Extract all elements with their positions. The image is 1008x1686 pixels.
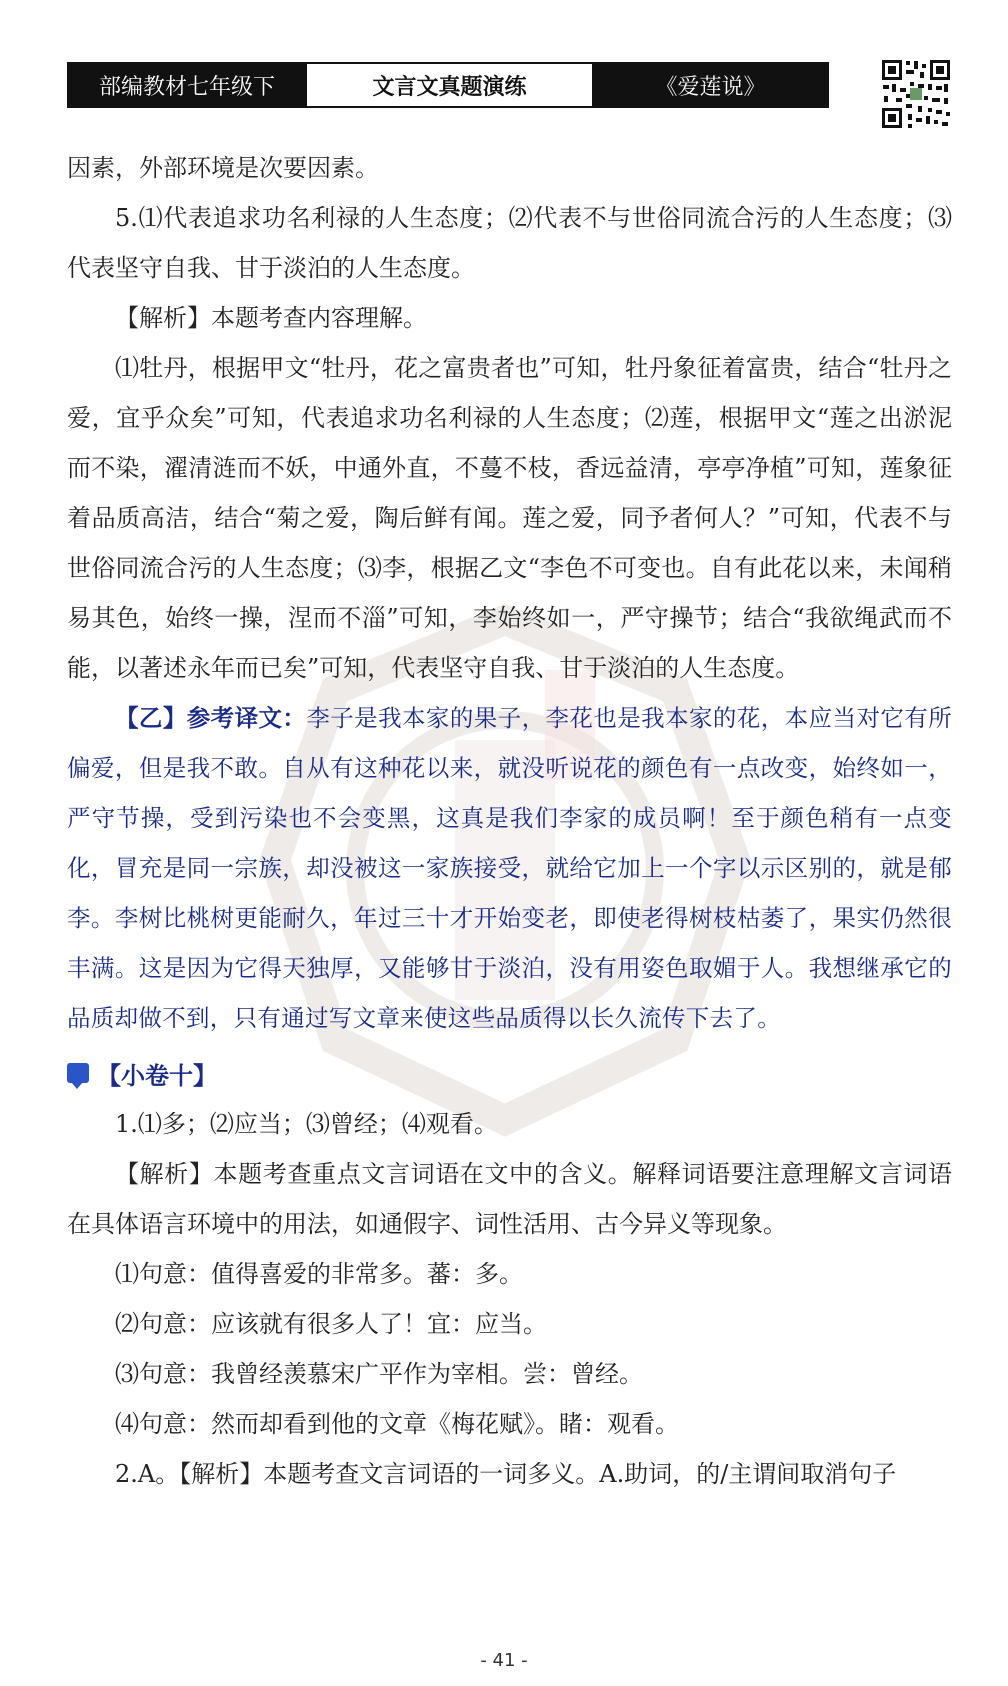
- sentence-2: ⑵句意：应该就有很多人了！宜：应当。: [115, 1310, 547, 1338]
- analysis-text: 本题考查重点文言词语在文中的含义。解释词语要注意理解文言词语在具体语言环境中的用法，如通假字、词性活用、古今异义等现象。: [67, 1160, 952, 1238]
- page-number: - 41 -: [480, 1650, 528, 1671]
- analysis-label: 【解析】: [115, 1160, 214, 1188]
- analysis-5: [67, 293, 952, 343]
- analysis-5-detail: ⑴牡丹，根据甲文“牡丹，花之富贵者也”可知，牡丹象征着富贵，结合“牡丹之爱，宜乎众矣”可知，代表追求功名利禄的人生态度；⑵莲，根据甲文“莲之出淤泥而不染，濯清涟而不妖，中通外直，不蔓不枝，香远益清，亭亭净植”可知，莲象征着品质高洁，结合“菊之爱，陶后鲜有闻。莲之爱，同予者何人？”可知，代表不与世俗同流合污的人生态度；⑶李，根据乙文“李色不可变也。自有此花以来，未闻稍易其色，始终一操，涅而不淄”可知，李始终如一，严守操节；结合“我欲绳武而不能，以著述永年而已矣”可知，代表坚守自我、甘于淡泊的人生态度。: [67, 354, 952, 682]
- qr-code-icon: [880, 58, 952, 130]
- analysis-text: 本题考查文言词语的一词多义。A.助词，的/主谓间取消句子: [263, 1460, 897, 1488]
- header-section: 文言文真题演练: [305, 64, 594, 106]
- answer-1: 1.⑴多；⑵应当；⑶曾经；⑷观看。: [115, 1110, 498, 1138]
- header-lesson: 《爱莲说》: [594, 64, 827, 106]
- analysis-label: 【解析】: [179, 1460, 264, 1488]
- analysis-label: 【解析】: [115, 304, 211, 332]
- answer-2: [67, 1449, 952, 1499]
- paragraph-continuation: 因素，外部环境是次要因素。: [67, 154, 379, 182]
- translation-text: 李子是我本家的果子，李花也是我本家的花，本应当对它有所偏爱，但是我不敢。自从有这种花以来，就没听说花的颜色有一点改变，始终如一，严守节操，受到污染也不会变黑，这真是我们李家的成员啊！至于颜色稍有一点变化，冒充是同一宗族，却没被这一家族接受，就给它加上一个字以示区别的，就是郁李。李树比桃树更能耐久，年过三十才开始变老，即使老得树枝枯萎了，果实仍然很丰满。这是因为它得天独厚，又能够甘于淡泊，没有用姿色取媚于人。我想继承它的品质却做不到，只有通过写文章来使这些品质得以长久流传下去了。: [67, 704, 952, 1032]
- sentence-3: ⑶句意：我曾经羡慕宋广平作为宰相。尝：曾经。: [115, 1360, 643, 1388]
- translation-paragraph: [67, 693, 952, 1043]
- analysis-text: 本题考查内容理解。: [211, 304, 427, 332]
- answer-content: [67, 143, 952, 1499]
- header-textbook: 部编教材七年级下: [69, 64, 305, 106]
- sentence-4: ⑷句意：然而却看到他的文章《梅花赋》。睹：观看。: [115, 1410, 679, 1438]
- analysis-1: [67, 1149, 952, 1249]
- answer-5: 5.⑴代表追求功名利禄的人生态度；⑵代表不与世俗同流合污的人生态度；⑶代表坚守自我、甘于淡泊的人生态度。: [67, 204, 952, 282]
- section-title: 【小卷十】: [97, 1061, 217, 1090]
- page-header: [67, 62, 829, 108]
- speech-bubble-icon: [67, 1063, 89, 1083]
- translation-label: 【乙】参考译文：: [115, 704, 307, 732]
- answer-2-choice: 2.A。: [115, 1460, 180, 1488]
- sentence-1: ⑴句意：值得喜爱的非常多。蕃：多。: [115, 1260, 523, 1288]
- section-heading: [67, 1047, 952, 1099]
